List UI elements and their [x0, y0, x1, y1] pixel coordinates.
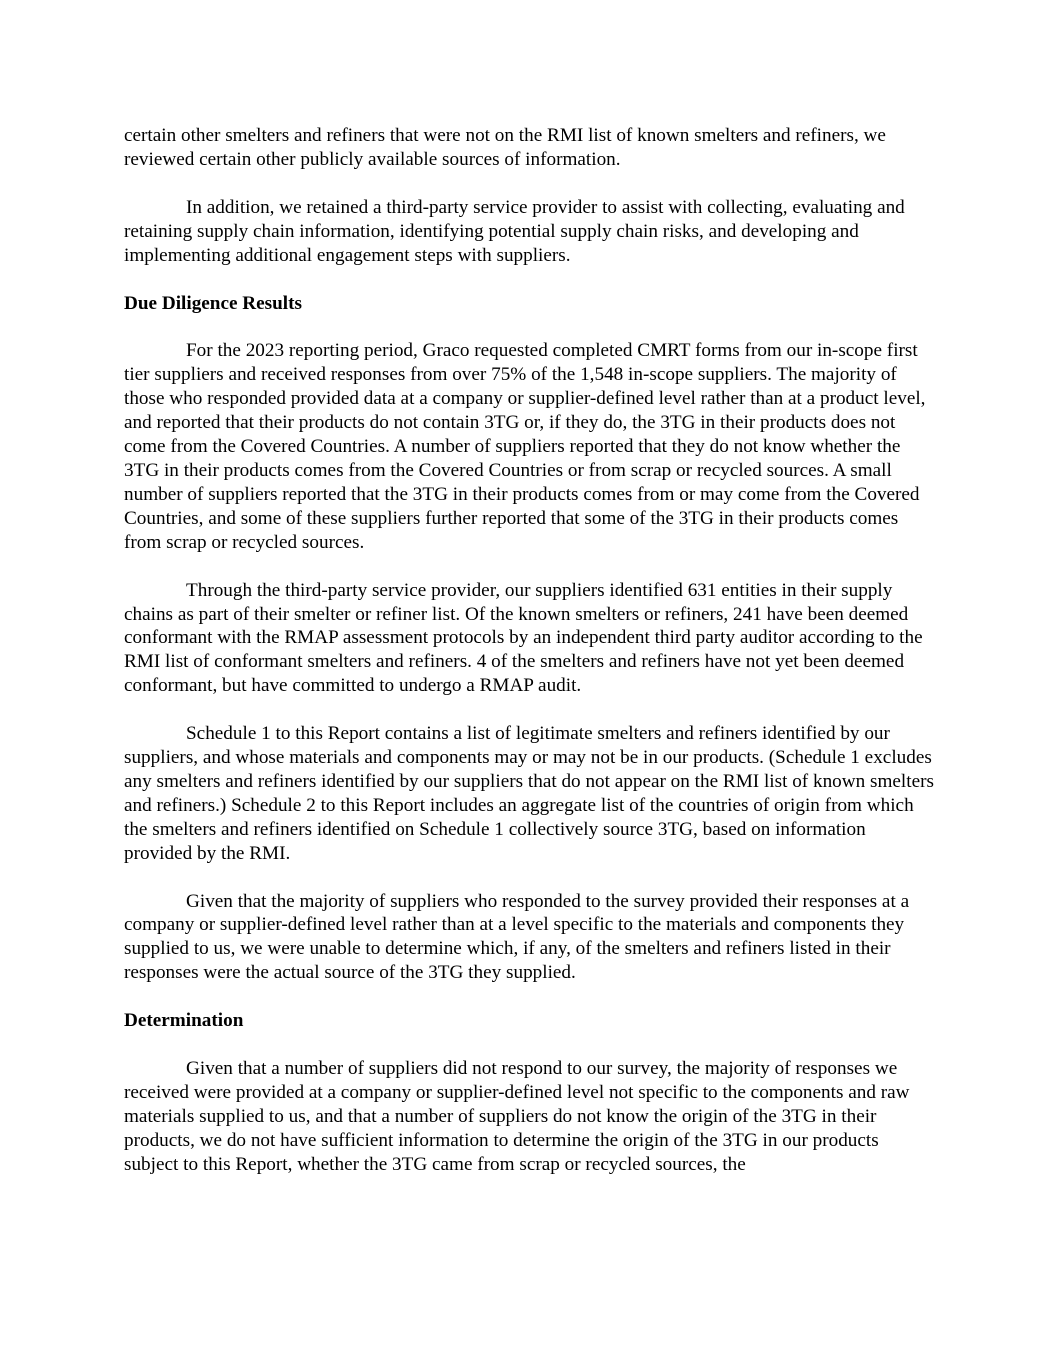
paragraph-service-provider: In addition, we retained a third-party service provider to assist with collecting, evaluating and retaining supply chain information, identifying potential supply chain risks, and developing and implementing additional engagement steps with suppliers.	[124, 196, 905, 266]
paragraph-smelters-sources: certain other smelters and refiners that were not on the RMI list of known smelters and refiners, we reviewed certain other publicly available sources of information.	[124, 125, 886, 170]
paragraph-unable-to-determine: Given that the majority of suppliers who responded to the survey provided their responses at a company or supplier-defined level rather than at a level specific to the materials and components they supplied to us, we were unable to determine which, if any, of the smelters and refiners listed in their responses were the actual source of the 3TG they supplied.	[124, 890, 910, 984]
document-page	[124, 124, 934, 1201]
heading-determination: Determination	[124, 1010, 244, 1032]
paragraph-schedules: Schedule 1 to this Report contains a list of legitimate smelters and refiners identified by our suppliers, and whose materials and components may or may not be in our products. (Schedule 1 excludes any smelters and refiners identified by our suppliers that do not appear on the RMI list of known smelters and refiners.) Schedule 2 to this Report includes an aggregate list of the countries of origin from which the smelters and refiners identified on Schedule 1 collectively source 3TG, based on information provided by the RMI.	[124, 723, 934, 864]
paragraph-smelter-entities: Through the third-party service provider, our suppliers identified 631 entities in their supply chains as part of their smelter or refiner list. Of the known smelters or refiners, 241 have been deemed conformant with the RMAP assessment protocols by an independent third party auditor according to the RMI list of conformant smelters and refiners. 4 of the smelters and refiners have not yet been deemed conformant, but have committed to undergo a RMAP audit.	[124, 579, 923, 697]
paragraph-determination: Given that a number of suppliers did not respond to our survey, the majority of responses we received were provided at a company or supplier-defined level not specific to the components and raw materials supplied to us, and that a number of suppliers do not know the origin of the 3TG in their products, we do not have sufficient information to determine the origin of the 3TG in our products subject to this Report, whether the 3TG came from scrap or recycled sources, the	[124, 1058, 910, 1175]
heading-due-diligence-results: Due Diligence Results	[124, 292, 302, 314]
paragraph-cmrt-responses: For the 2023 reporting period, Graco requested completed CMRT forms from our in-scope first tier suppliers and received responses from over 75% of the 1,548 in-scope suppliers. The majority of those who responded provided data at a company or supplier-defined level rather than at a product level, and reported that their products do not contain 3TG or, if they do, the 3TG in their products does not come from the Covered Countries. A number of suppliers reported that they do not know whether the 3TG in their products comes from the Covered Countries or from scrap or recycled sources. A small number of suppliers reported that the 3TG in their products comes from or may come from the Covered Countries, and some of these suppliers further reported that some of the 3TG in their products comes from scrap or recycled sources.	[124, 340, 926, 553]
